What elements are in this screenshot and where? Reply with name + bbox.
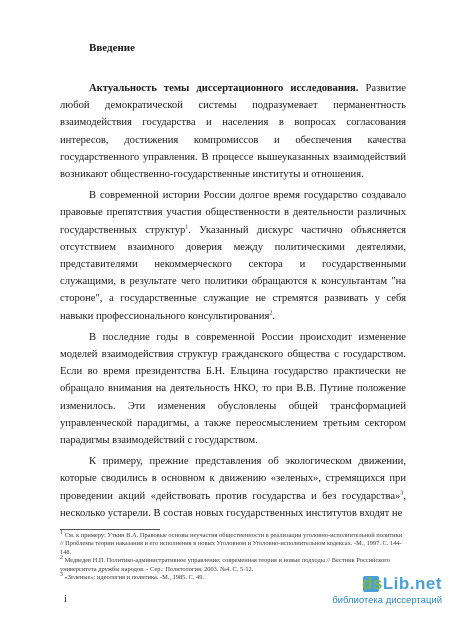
paragraph-text: К примеру, прежние представления об экологическом движении, которые сводились в основном к движению «зеленых», стремящихся при проведении акций «действовать против государства и без государства» [60,456,406,502]
paragraph-text: . Указанный дискурс частично объясняется отсутствием взаимного доверия между политическими деятелями, представителями некоммерческого сектора и государственными служащими, в результате чего политики обращаются к консультантам "на стороне", а государственные служащие не стремятся развивать у себя навыки профессионального консультирования [60,224,406,322]
footnote [60,529,406,557]
paragraph-1 [60,80,406,183]
footnote-separator [60,529,160,530]
paragraph-text: В последние годы в современной России происходит изменение моделей взаимодействия структур гражданского общества с государством. Если во время президентства Б.Н. Ельцина государство практически не обращало внимания на деятельность НКО, то при В.В. Путине положение изменилось. Эти изменения обусловлены общей трансформацией управленческой парадигмы, а также переосмыслением третьим сектором парадигмы взаимодействий с государством. [60,331,406,447]
footnote-text: «Зеленые»: идеология и политика. -М., 1985. С. 49. [64,574,205,582]
footnote-text: Медведев Н.П. Политико-административное управление: современная теория и новые подходы // Вестник Российского университета дружбы народов. - Сер.: Политология. 2003. №4. С. 5-12. [60,557,390,573]
logo-part-lib: Lib.net [382,574,442,593]
paragraph-2 [60,187,406,325]
footnote [60,557,406,574]
paragraph-text: . [272,310,276,322]
paragraph-4 [60,453,406,522]
footnote-ref[interactable]: 1 [185,224,189,231]
paragraph-3 [60,329,406,449]
body-text [60,80,406,526]
watermark-tagline: библиотека диссертаций [332,595,442,606]
footnote-number: 2 [60,555,63,562]
watermark[interactable] [330,574,442,614]
page-number: i [64,594,67,605]
paragraph-text: , несколько устарели. В состав новых государственных институтов входят не [60,490,406,519]
logo-part-ds: ds [361,574,383,593]
footnote-text: См. к примеру: Уткин В.А. Правовые основы неучастия общественности в реализации уголовно-исполнительной политики // Проблемы теории наказания и его исполнения в новых Уголовном и Уголовно-исполнительном кодексах. -М., 1997. С. 144-148. [60,532,403,556]
paragraph-lead: Актуальность темы диссертационного исследования. [89,83,359,94]
paragraph-text: В современной истории России долгое время государство создавало правовые препятствия участия общественности в деятельности различных государственных структур [60,190,406,236]
footnote-number: 3 [60,571,63,578]
paragraph-text: Развитие любой демократической системы подразумевает перманентность взаимодействия государства и населения в вопросах согласования интересов, достижения компромиссов и обеспечения качества государственного управления. В процессе вышеуказанных взаимодействий возникают общественно-государственные институты и отношения. [60,83,406,181]
watermark-logo [362,574,442,594]
footnote-ref[interactable]: 2 [269,310,273,317]
page-heading: Введение [89,42,136,54]
footnote-number: 1 [60,529,63,536]
footnote-ref[interactable]: 3 [400,490,404,497]
